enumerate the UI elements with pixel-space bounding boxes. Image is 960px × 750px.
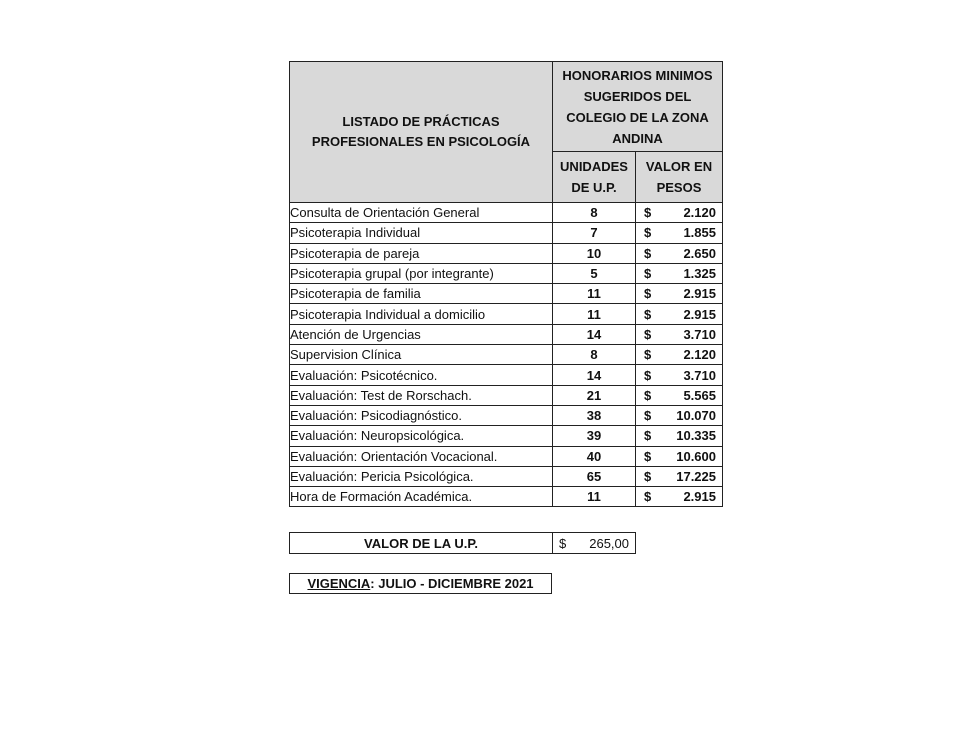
practice-value: 2.915 — [683, 286, 716, 302]
practice-value: 10.335 — [676, 428, 716, 444]
up-currency: $ — [559, 535, 567, 551]
currency-symbol: $ — [644, 489, 652, 505]
practice-value-cell — [636, 385, 723, 405]
practice-name: Psicoterapia de pareja — [290, 243, 553, 263]
vigencia-label: VIGENCIA — [307, 576, 371, 591]
practice-units: 10 — [553, 243, 636, 263]
practice-value-cell — [636, 203, 723, 223]
vigencia-box — [289, 573, 552, 594]
currency-symbol: $ — [644, 387, 652, 403]
practice-value: 1.325 — [683, 266, 716, 282]
up-value-cell — [553, 533, 636, 554]
table-row — [290, 405, 723, 425]
currency-symbol: $ — [644, 469, 652, 484]
practice-value-cell — [636, 426, 723, 446]
practice-name: Hora de Formación Académica. — [290, 487, 553, 507]
currency-symbol: $ — [644, 347, 652, 363]
practice-value-cell — [636, 263, 723, 283]
practice-value-cell — [636, 487, 723, 507]
practice-value-cell — [636, 304, 723, 324]
table-row — [290, 365, 723, 385]
practice-value-cell — [636, 446, 723, 466]
table-row — [290, 304, 723, 324]
valor-header: VALOR EN PESOS — [636, 152, 723, 203]
practice-name: Evaluación: Test de Rorschach. — [290, 385, 553, 405]
practice-name: Evaluación: Pericia Psicológica. — [290, 466, 553, 486]
table-row — [290, 203, 723, 223]
practice-name: Supervision Clínica — [290, 345, 553, 365]
up-value-table — [289, 532, 636, 554]
practice-name: Psicoterapia Individual — [290, 223, 553, 243]
currency-symbol: $ — [644, 245, 652, 261]
up-value: 265,00 — [589, 535, 629, 551]
practice-units: 14 — [553, 365, 636, 385]
practice-value: 3.710 — [683, 326, 716, 342]
practice-name: Evaluación: Orientación Vocacional. — [290, 446, 553, 466]
practice-name: Psicoterapia de familia — [290, 284, 553, 304]
practice-name: Psicoterapia Individual a domicilio — [290, 304, 553, 324]
practice-units: 8 — [553, 203, 636, 223]
currency-symbol: $ — [644, 367, 652, 383]
currency-symbol: $ — [644, 205, 652, 221]
honorarios-header: HONORARIOS MINIMOS SUGERIDOS DEL COLEGIO DE LA ZONA ANDINA — [553, 62, 723, 152]
practice-units: 8 — [553, 345, 636, 365]
practice-name: Evaluación: Neuropsicológica. — [290, 426, 553, 446]
table-row — [290, 324, 723, 344]
practice-units: 40 — [553, 446, 636, 466]
up-label: VALOR DE LA U.P. — [290, 533, 553, 554]
listado-header: LISTADO DE PRÁCTICAS PROFESIONALES EN PSICOLOGÍA — [290, 62, 553, 203]
practice-value: 2.915 — [683, 489, 716, 505]
practice-value: 5.565 — [683, 387, 716, 403]
practice-value: 2.120 — [683, 205, 716, 221]
table-row — [290, 263, 723, 283]
table-row — [290, 466, 723, 486]
currency-symbol: $ — [644, 225, 652, 241]
practice-value: 1.855 — [683, 225, 716, 241]
currency-symbol: $ — [644, 428, 652, 444]
practice-value-cell — [636, 345, 723, 365]
practice-value: 17.225 — [676, 469, 716, 484]
practice-units: 11 — [553, 304, 636, 324]
table-row — [290, 223, 723, 243]
practice-units: 21 — [553, 385, 636, 405]
practice-units: 14 — [553, 324, 636, 344]
practice-value: 10.070 — [676, 408, 716, 424]
practice-name: Evaluación: Psicodiagnóstico. — [290, 405, 553, 425]
practice-value-cell — [636, 324, 723, 344]
practice-value: 3.710 — [683, 367, 716, 383]
practice-value-cell — [636, 223, 723, 243]
practice-units: 7 — [553, 223, 636, 243]
practice-units: 11 — [553, 487, 636, 507]
practice-value: 2.650 — [683, 245, 716, 261]
practice-name: Atención de Urgencias — [290, 324, 553, 344]
practice-value: 2.120 — [683, 347, 716, 363]
practice-name: Consulta de Orientación General — [290, 203, 553, 223]
practice-units: 38 — [553, 405, 636, 425]
currency-symbol: $ — [644, 448, 652, 464]
practice-value: 2.915 — [683, 306, 716, 322]
table-row — [290, 487, 723, 507]
table-row — [290, 426, 723, 446]
practice-value-cell — [636, 284, 723, 304]
table-row — [290, 385, 723, 405]
currency-symbol: $ — [644, 286, 652, 302]
practice-value-cell — [636, 405, 723, 425]
practices-body — [290, 203, 723, 507]
currency-symbol: $ — [644, 266, 652, 282]
practice-units: 11 — [553, 284, 636, 304]
practice-value-cell — [636, 243, 723, 263]
practice-value-cell — [636, 466, 723, 486]
unidades-header: UNIDADES DE U.P. — [553, 152, 636, 203]
practice-units: 39 — [553, 426, 636, 446]
currency-symbol: $ — [644, 326, 652, 342]
practice-units: 5 — [553, 263, 636, 283]
table-row — [290, 243, 723, 263]
table-row — [290, 446, 723, 466]
practice-value-cell — [636, 365, 723, 385]
practices-table — [289, 61, 723, 507]
currency-symbol: $ — [644, 306, 652, 322]
practice-name: Psicoterapia grupal (por integrante) — [290, 263, 553, 283]
practice-value: 10.600 — [676, 448, 716, 464]
table-row — [290, 284, 723, 304]
practice-units: 65 — [553, 466, 636, 486]
table-row — [290, 345, 723, 365]
currency-symbol: $ — [644, 408, 652, 424]
practice-name: Evaluación: Psicotécnico. — [290, 365, 553, 385]
vigencia-period: : JULIO - DICIEMBRE 2021 — [370, 576, 534, 591]
